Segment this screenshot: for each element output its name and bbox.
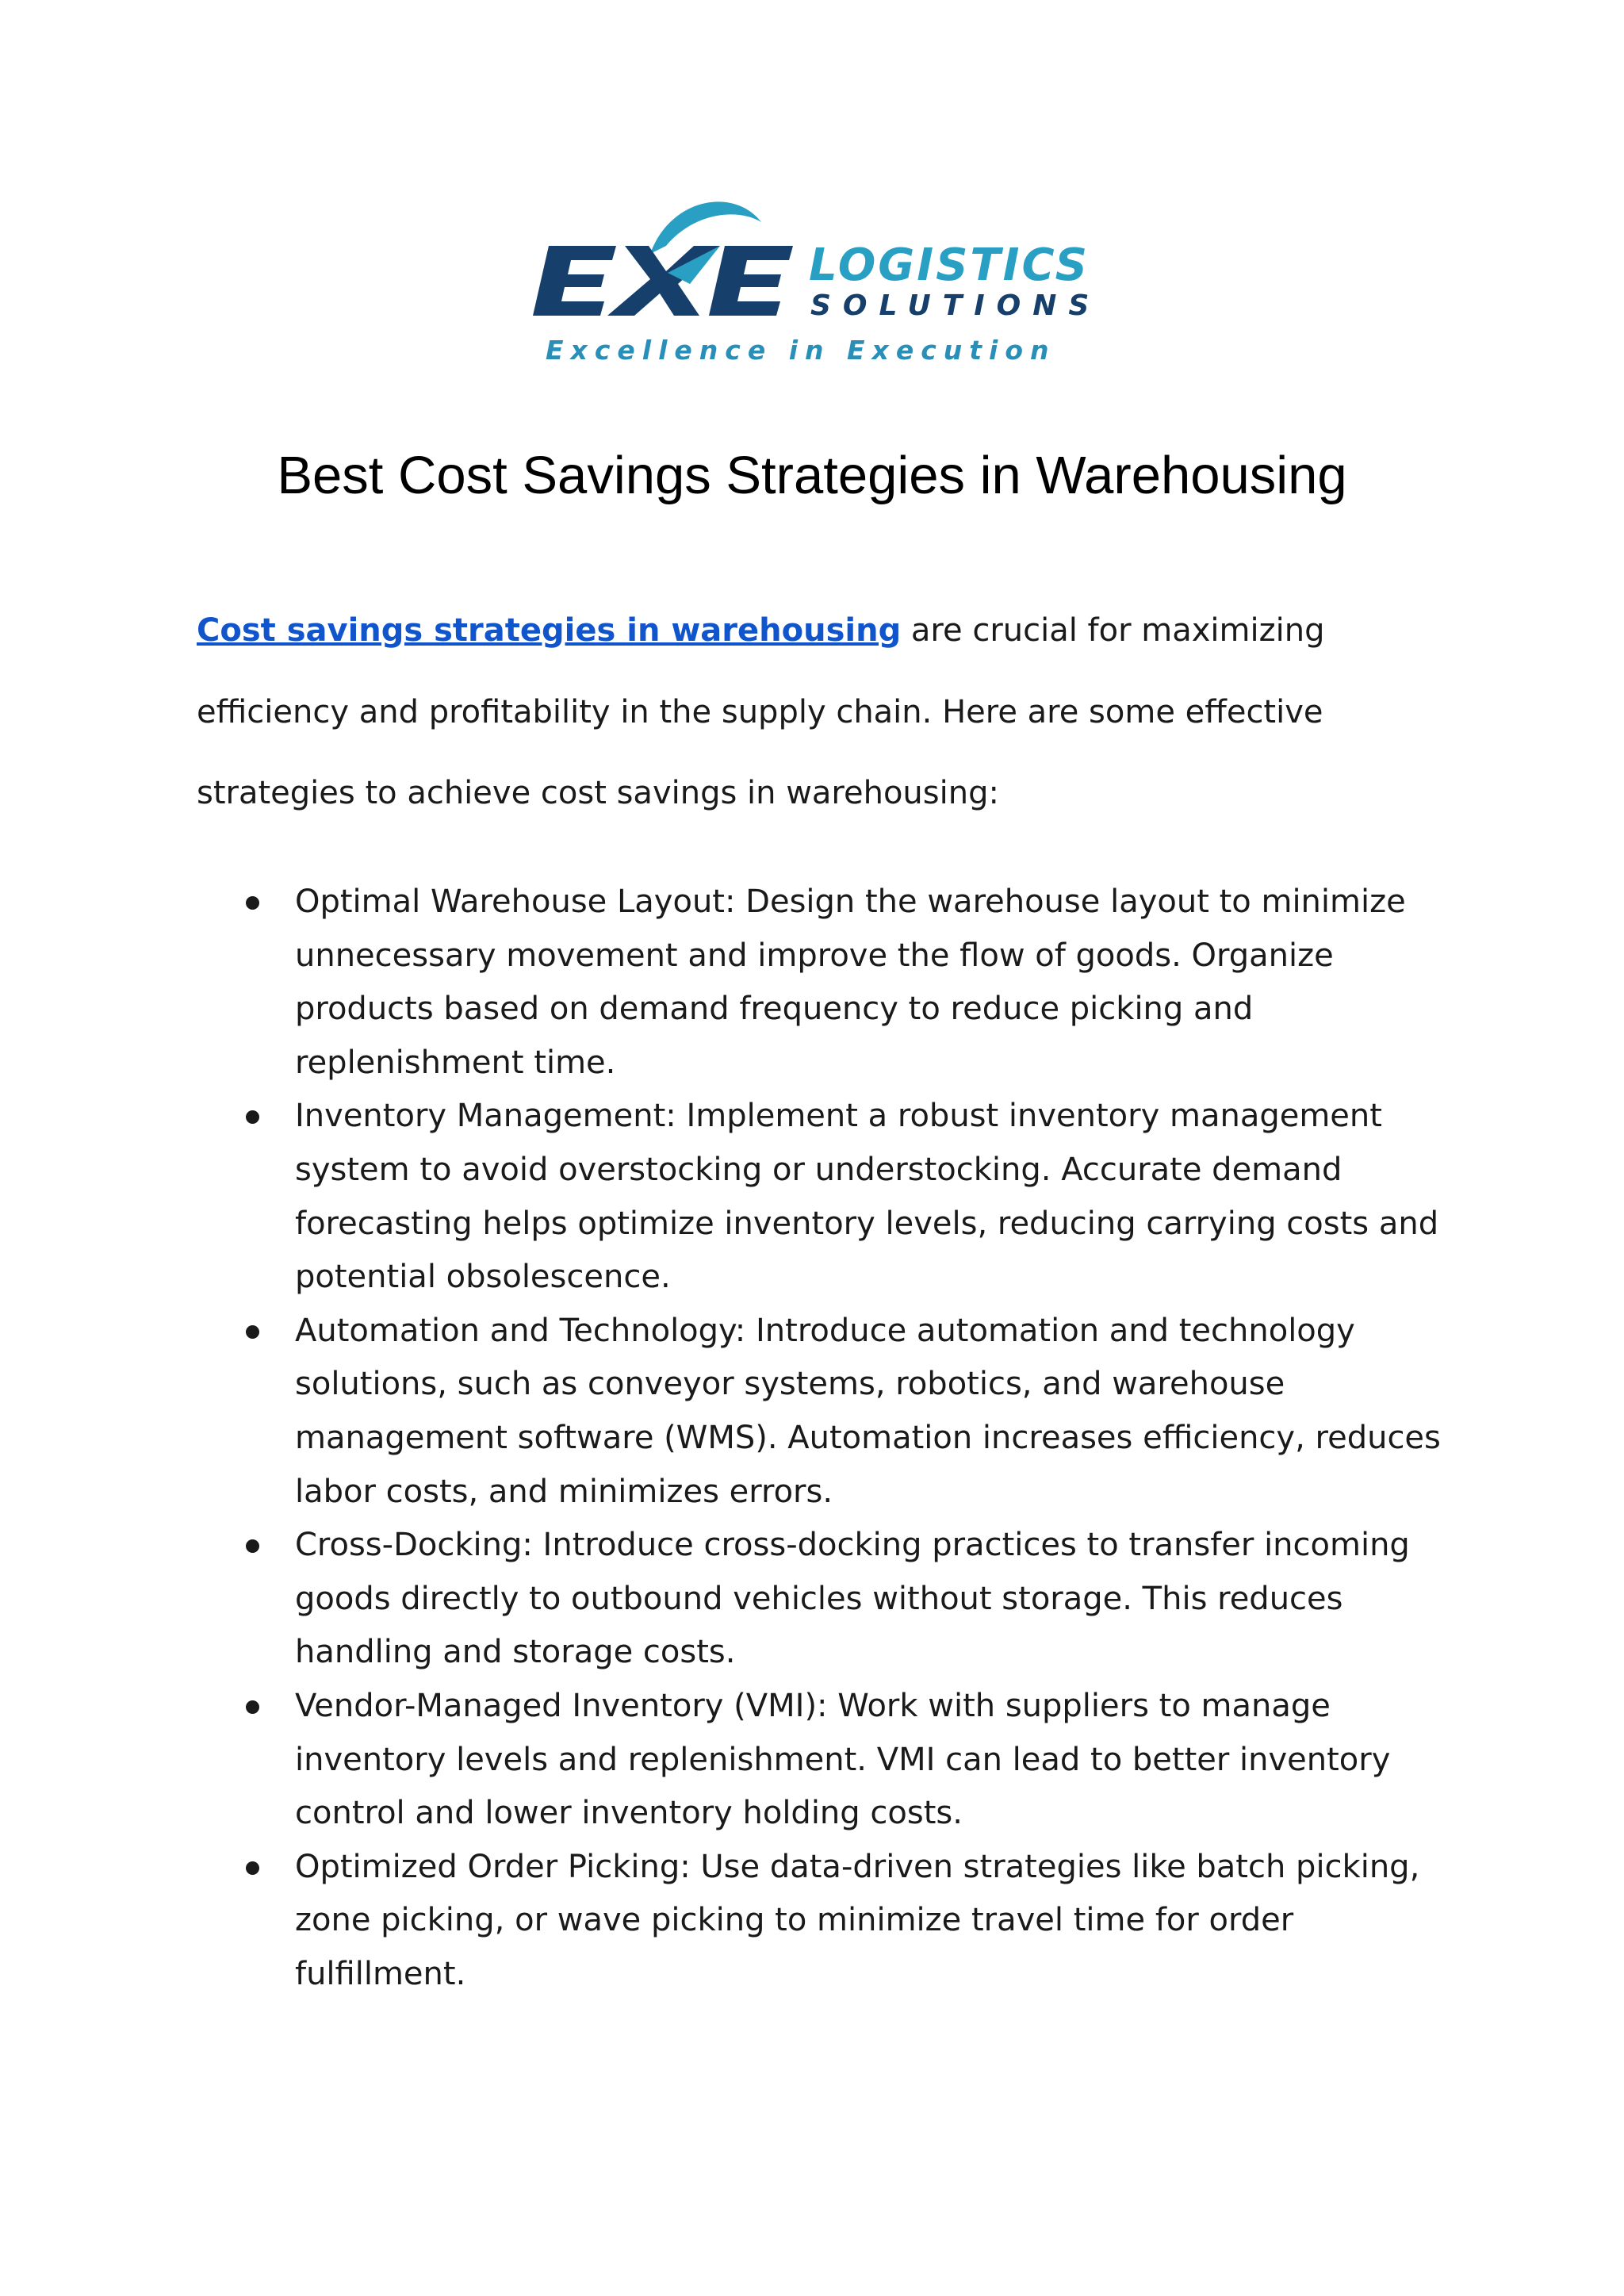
list-item [238, 876, 1443, 1090]
list-item-text: Optimized Order Picking: Use data-driven strategies like batch picking, zone picking, or wave picking to minimize travel time for order fulfillment. [295, 1848, 1420, 1992]
intro-link[interactable]: Cost savings strategies in warehousing [197, 612, 902, 649]
document-title: Best Cost Savings Strategies in Warehousing [277, 446, 1347, 505]
list-item [238, 1305, 1443, 1519]
intro-paragraph [197, 590, 1434, 834]
exe-logo-graphic [531, 190, 1102, 373]
list-item-text: Optimal Warehouse Layout: Design the warehouse layout to minimize unnecessary movement and improve the flow of goods. Organize products based on demand frequency to reduce picking and replenishment time. [295, 884, 1406, 1081]
list-item-text: Vendor-Managed Inventory (VMI): Work with suppliers to manage inventory levels and replenishment. VMI can lead to better inventory control and lower inventory holding costs. [295, 1687, 1391, 1832]
bullet-icon [246, 1110, 259, 1124]
bullet-icon [246, 1539, 259, 1553]
intro-text: are crucial for maximizing efficiency and profitability in the supply chain. Here are some effective strategies to achieve cost savings in warehousing: [197, 612, 1325, 811]
list-item [238, 1680, 1443, 1841]
list-item-text: Cross-Docking: Introduce cross-docking practices to transfer incoming goods directly to outbound vehicles without storage. This reduces handling and storage costs. [295, 1527, 1410, 1671]
bullet-icon [246, 896, 259, 910]
logo-mark-exe [533, 246, 793, 316]
logo-word-logistics: LOGISTICS [809, 240, 1090, 291]
list-item [238, 1090, 1443, 1304]
list-item [238, 1841, 1443, 2002]
list-item-text: Inventory Management: Implement a robust inventory management system to avoid overstocking or understocking. Accurate demand forecasting helps optimize inventory levels, reducing carrying costs and potential obsolescence. [295, 1098, 1439, 1296]
list-item-text: Automation and Technology: Introduce automation and technology solutions, such as conveyor systems, robotics, and warehouse management software (WMS). Automation increases efficiency, reduces labor costs, and minimizes errors. [295, 1312, 1441, 1510]
bullet-icon [246, 1325, 259, 1339]
bullet-icon [246, 1861, 259, 1875]
strategies-list [238, 876, 1443, 2001]
logo-tagline: Excellence in Execution [546, 335, 1056, 366]
company-logo [531, 190, 1102, 373]
logo-word-solutions: SOLUTIONS [810, 289, 1101, 322]
bullet-icon [246, 1700, 259, 1714]
list-item [238, 1519, 1443, 1680]
